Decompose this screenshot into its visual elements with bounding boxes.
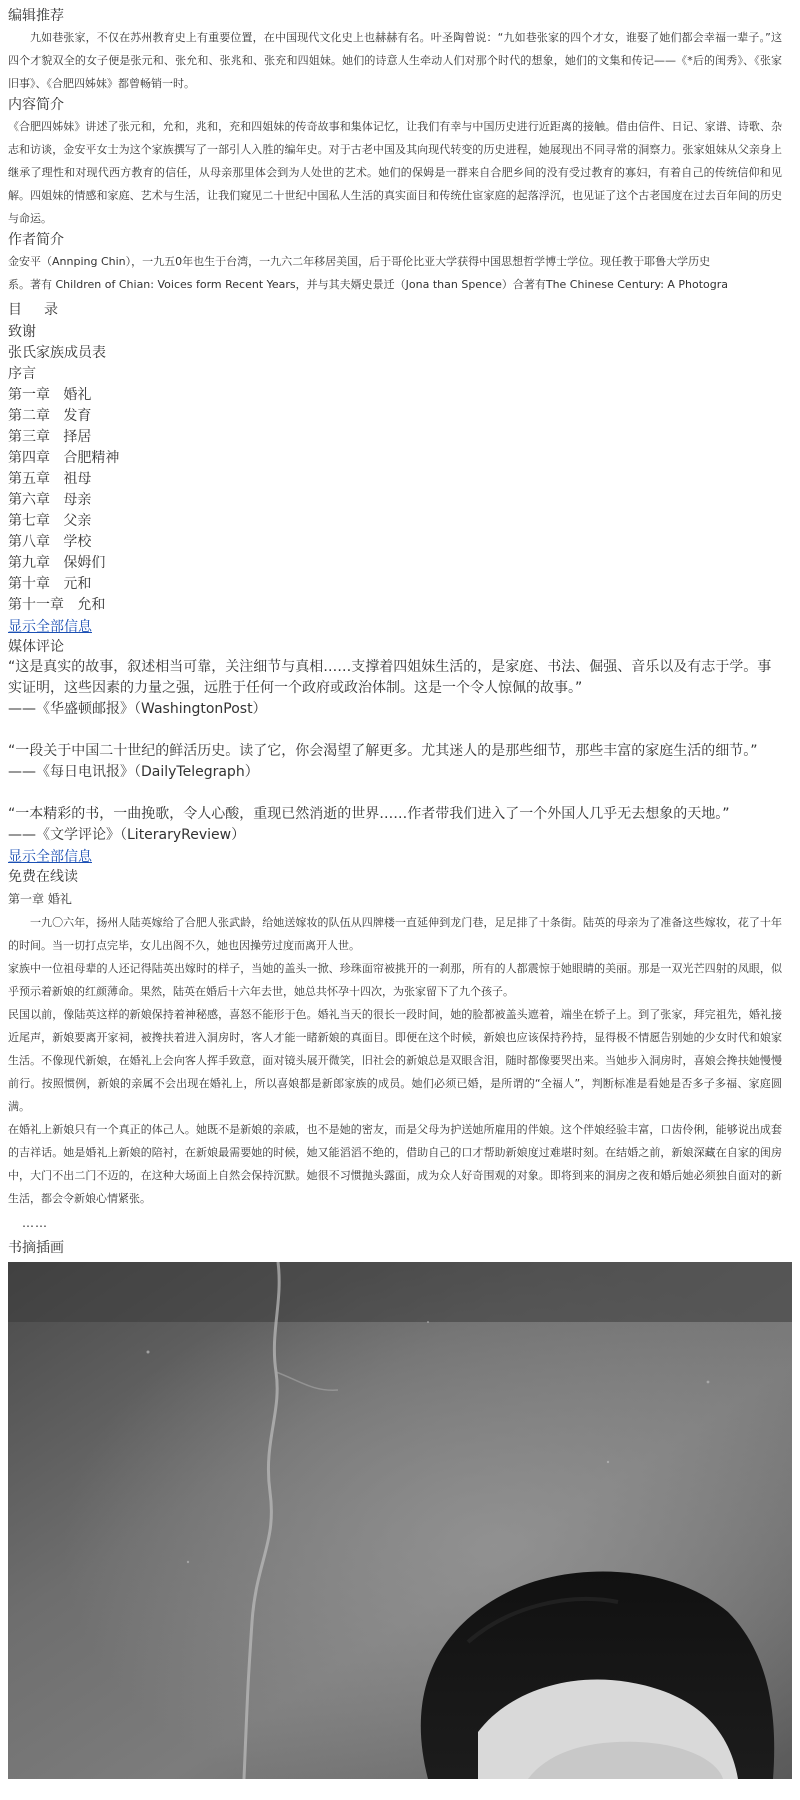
- toc-list: [8, 322, 782, 616]
- toc-item: 第八章 学校: [8, 534, 92, 550]
- toc-item: 序言: [8, 366, 36, 382]
- toc-show-all-link[interactable]: 显示全部信息: [8, 619, 92, 635]
- toc-item: 致谢: [8, 324, 36, 340]
- excerpt-ellipsis: ……: [22, 1216, 48, 1230]
- review-quote: “一段关于中国二十世纪的鲜活历史。读了它，你会渴望了解更多。尤其迷人的是那些细节，那些丰富的家庭生活的细节。”: [8, 743, 758, 759]
- editor-recommendation-title: 编辑推荐: [8, 8, 64, 24]
- toc-item: 第十一章 允和: [8, 597, 106, 613]
- author-intro-section: [8, 230, 782, 296]
- excerpt-paragraph: 一九〇六年，扬州人陆英嫁给了合肥人张武龄，给她送嫁妆的队伍从四牌楼一直延伸到龙门巷，足足排了十条街。陆英的母亲为了准备这些嫁妆，花了十年的时间。当一切打点完毕，女儿出阁不久，她也因操劳过度而离开人世。: [8, 916, 782, 952]
- review-quote: “这是真实的故事，叙述相当可靠，关注细节与真相……支撑着四姐妹生活的，是家庭、书法、倔强、音乐以及有志于学。事实证明，这些因素的力量之强，远胜于任何一个政府或政治体制。这是一个令人惊佩的故事。”: [8, 659, 772, 696]
- table-of-contents-section: [8, 300, 782, 637]
- review-quote: “一本精彩的书，一曲挽歌，令人心酸，重现已然消逝的世界……作者带我们进入了一个外国人几乎无去想象的天地。”: [8, 806, 730, 822]
- editor-recommendation-text: 九如巷张家，不仅在苏州教育史上有重要位置，在中国现代文化史上也赫赫有名。叶圣陶曾说：“九如巷张家的四个才女，谁娶了她们都会幸福一辈子。”这四个才貌双全的女子便是张元和、张允和、张兆和、张充和四姐妹。她们的诗意人生牵动人们对那个时代的想象，她们的文集和传记——《*后的闺秀》、《张家旧事》、《合肥四姊妹》都曾畅销一时。: [8, 31, 782, 90]
- excerpt-chapter-title: 第一章 婚礼: [8, 892, 72, 906]
- excerpt-paragraph: 在婚礼上新娘只有一个真正的体己人。她既不是新娘的亲戚，也不是她的密友，而是父母为护送她所雇用的伴娘。这个伴娘经验丰富，口齿伶俐，能够说出成套的吉祥话。她是婚礼上新娘的陪衬，在新娘最需要她的时候，她又能滔滔不绝的，借助自己的口才帮助新娘度过难堪时刻。在结婚之前，新娘深藏在自家的闺房中，大门不出二门不迈的，在这种大场面上自然会保持沉默。她很不习惯抛头露面，成为众人好奇围观的对象。即将到来的洞房之夜和婚后她必须独自面对的新生活，都会令新娘心情紧张。: [8, 1123, 782, 1205]
- toc-item: 第二章 发育: [8, 408, 92, 424]
- author-intro-line-1: 金安平（Annping Chin），一九五0年也生于台湾，一九六二年移居美国，后于哥伦比亚大学获得中国思想哲学博士学位。现任教于耶鲁大学历史: [8, 255, 711, 268]
- content-intro-section: [8, 95, 782, 230]
- review-source: ——《华盛顿邮报》（WashingtonPost）: [8, 701, 267, 717]
- review-source: ——《每日电讯报》（DailyTelegraph）: [8, 764, 259, 780]
- reviews-show-all-link[interactable]: 显示全部信息: [8, 849, 92, 865]
- review-source: ——《文学评论》（LiteraryReview）: [8, 827, 246, 843]
- author-intro-title: 作者简介: [8, 232, 64, 248]
- free-online-reading-section: [8, 867, 782, 1234]
- toc-item: 第一章 婚礼: [8, 387, 92, 403]
- toc-item: 第五章 祖母: [8, 471, 92, 487]
- toc-item: 第三章 择居: [8, 429, 92, 445]
- toc-item: 张氏家族成员表: [8, 345, 106, 361]
- excerpt-paragraph: 家族中一位祖母辈的人还记得陆英出嫁时的样子，当她的盖头一掀、珍珠面帘被挑开的一刹那，所有的人都震惊于她眼睛的美丽。那是一双光芒四射的凤眼，似乎预示着新娘的红颜薄命。果然，陆英在婚后十六年去世，她总共怀孕十四次，为张家留下了九个孩子。: [8, 962, 782, 998]
- content-intro-title: 内容简介: [8, 97, 64, 113]
- excerpt-paragraph: 民国以前，像陆英这样的新娘保持着神秘感，喜怒不能形于色。婚礼当天的很长一段时间，她的脸都被盖头遮着，端坐在轿子上。到了张家，拜完祖先，婚礼接近尾声，新娘要离开家祠，被搀扶着进入洞房时，客人才能一睹新娘的真面目。即便在这个时候，新娘也应该保持矜持，显得极不情愿告别她的少女时代和娘家生活。不像现代新娘，在婚礼上会向客人挥手致意，面对镜头展开微笑，旧社会的新娘总是双眼含泪，随时都像要哭出来。当她步入洞房时，喜娘会搀扶她慢慢前行。按照惯例，新娘的亲属不会出现在婚礼上，所以喜娘都是新郎家族的成员。她们必须已婚，是所谓的“全福人”，判断标准是看她是否多子多福、家庭圆满。: [8, 1008, 782, 1113]
- media-reviews-section: [8, 637, 782, 867]
- portrait-photo-icon: [8, 1262, 792, 1779]
- content-intro-text: 《合肥四姊妹》讲述了张元和，允和，兆和，充和四姐妹的传奇故事和集体记忆，让我们有幸与中国历史进行近距离的接触。借由信件、日记、家谱、诗歌、杂志和访谈，金安平女士为这个家族撰写了一部引人入胜的编年史。对于古老中国及其向现代转变的历史进程，她展现出不同寻常的洞察力。张家姐妹从父亲身上继承了理性和对现代西方教育的信任，从母亲那里体会到为人处世的艺术。她们的保姆是一群来自合肥乡间的没有受过教育的寡妇，有着自己的传统信仰和见解。四姐妹的情感和家庭、艺术与生活，让我们窥见二十世纪中国私人生活的真实面目和传统仕宦家庭的起落浮沉，也见证了这个古老国度在过去百年间的历史与命运。: [8, 120, 782, 225]
- media-reviews-title: 媒体评论: [8, 639, 64, 655]
- toc-title: 目录: [8, 302, 80, 318]
- author-intro-line-2: 系。著有 Children of Chian: Voices form Recent Years，并与其夫婿史景迁（Jona than Spence）合著有The Chinese Century: A Photogra: [8, 278, 729, 291]
- book-illustration-section: [8, 1238, 782, 1779]
- toc-item: 第六章 母亲: [8, 492, 92, 508]
- illustration-title: 书摘插画: [8, 1240, 64, 1256]
- free-reading-title: 免费在线读: [8, 869, 78, 885]
- toc-item: 第十章 元和: [8, 576, 92, 592]
- toc-item: 第四章 合肥精神: [8, 450, 120, 466]
- toc-item: 第七章 父亲: [8, 513, 92, 529]
- toc-item: 第九章 保姆们: [8, 555, 106, 571]
- editor-recommendation-section: [8, 6, 782, 95]
